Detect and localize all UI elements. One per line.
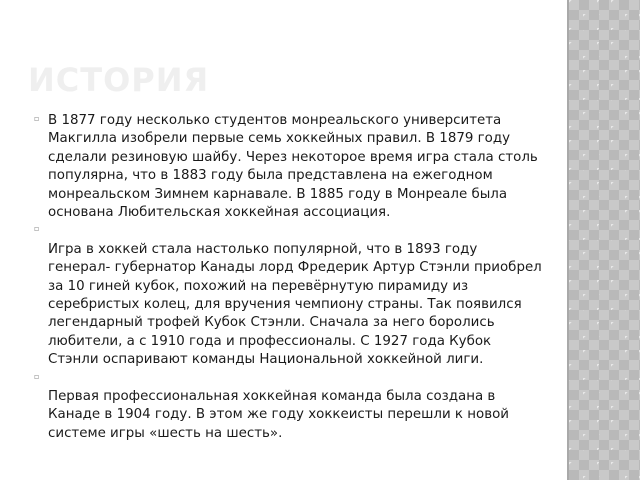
- bullet-item-1: [32, 112, 542, 222]
- bullet-text: Игра в хоккей стала настолько популярной, что в 1893 году генерал- губернатор Канады лорд Фредерик Артур Стэнли приобрел за 10 гиней кубок, похожий на перевёрнутую пирамиду из серебристых колец, для вручения чемпиону страны. Так появился легендарный трофей Кубок Стэнли. Сначала за него боролись любители, а с 1910 года и профессионалы. С 1927 года Кубок Стэнли оспаривают команды Национальной хоккейной лиги.: [48, 241, 542, 368]
- decorative-side-band: [569, 0, 640, 480]
- bullet-text: В 1877 году несколько студентов монреальского университета Макгилла изобрели первые семь хоккейных правил. В 1879 году сделали резиновую шайбу. Через некоторое время игра стала столь популярна, что в 1883 году была представлена на ежегодном монреальском Зимнем карнавале. В 1885 году в Монреале была основана Любительская хоккейная ассоциация.: [48, 113, 538, 221]
- empty-line: [48, 222, 542, 240]
- bullet-square-icon: ▫: [34, 371, 40, 381]
- bullet-text: Первая профессиональная хоккейная команда была создана в Канаде в 1904 году. В этом же году хоккеисты перешли к новой системе игры «шесть на шесть».: [48, 389, 510, 441]
- bullet-item-3: [32, 370, 542, 444]
- bullet-item-2: [32, 222, 542, 369]
- bullet-square-icon: ▫: [34, 114, 40, 123]
- slide-content: [32, 112, 542, 443]
- empty-line: [48, 370, 542, 388]
- slide-title: ИСТОРИЯ: [28, 61, 210, 99]
- bullet-square-icon: ▫: [34, 224, 40, 234]
